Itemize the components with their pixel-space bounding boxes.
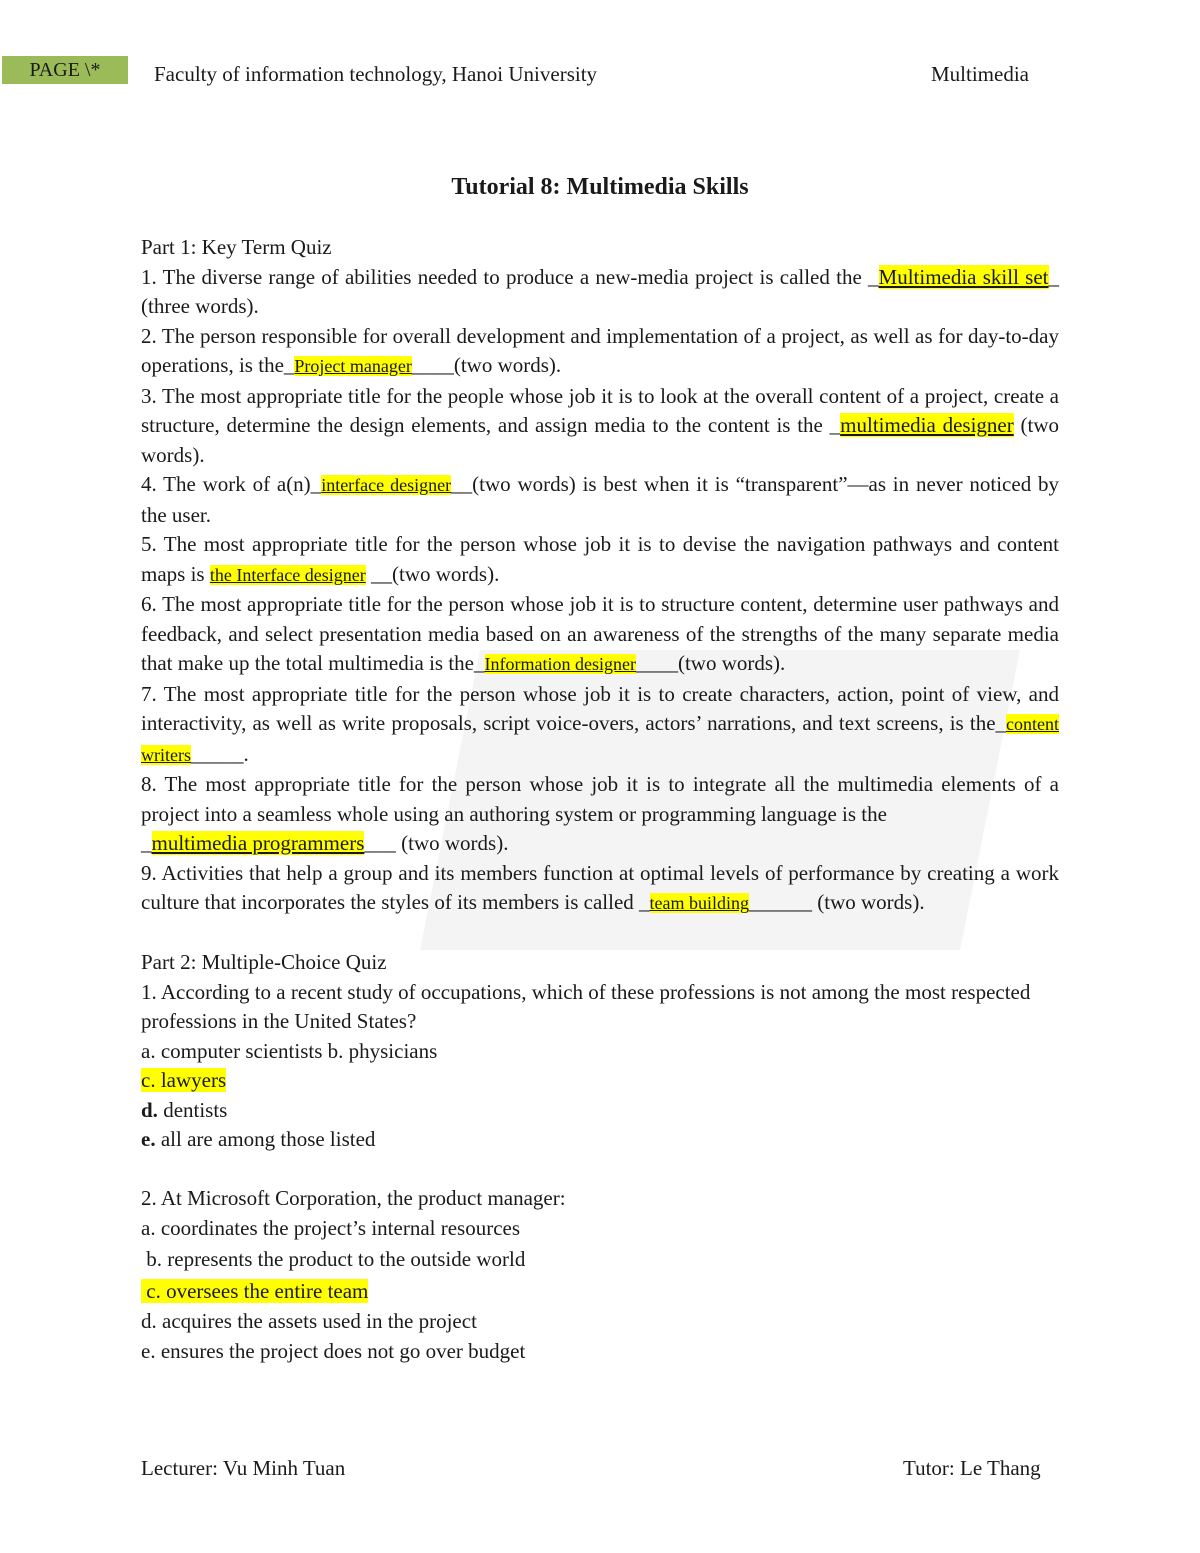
question-suffix: __(two words) is best when it is “transparent”—as in never noticed by the user. xyxy=(141,472,1059,527)
answer-highlight: Information designer xyxy=(484,654,636,674)
part1-question-5 xyxy=(141,530,1059,590)
answer-highlight: multimedia designer xyxy=(840,413,1014,437)
option-c-answer xyxy=(141,1066,1059,1096)
part1-question-6 xyxy=(141,590,1059,680)
answer-highlight: the Interface designer xyxy=(209,564,366,585)
part1-question-8: 8. The most appropriate title for the person whose job it is to integrate all the multimedia elements of a project into a seamless whole using an authoring system or programming language is the xyxy=(141,772,1059,826)
question-text: 2. The person responsible for overall development and implementation of a project, as well as for day-to-day operations, is the_ xyxy=(141,323,1059,377)
option-a: a. coordinates the project’s internal resources xyxy=(141,1215,521,1240)
question-suffix: __(two words). xyxy=(365,561,500,586)
answer-highlight: Multimedia skill set xyxy=(878,264,1049,289)
part2-heading: Part 2: Multiple-Choice Quiz xyxy=(141,950,387,974)
part2-question-1: 1. According to a recent study of occupations, which of these professions is not among the most respected professions in the United States? xyxy=(141,979,1031,1033)
page-title: Tutorial 8: Multimedia Skills xyxy=(451,174,749,200)
question-suffix: (two words). xyxy=(141,413,1059,467)
option-e: e. ensures the project does not go over budget xyxy=(141,1338,526,1363)
question-text: 9. Activities that help a group and its members function at optimal levels of performance by creating a work culture that incorporates the styles of its members is called _ xyxy=(141,860,1059,914)
spacer xyxy=(141,1155,1059,1185)
option-text: dentists xyxy=(157,1097,228,1122)
option-b: b. represents the product to the outside world xyxy=(141,1247,526,1271)
question-suffix: _____. xyxy=(190,741,249,766)
header-course: Multimedia xyxy=(931,62,1029,86)
option-d xyxy=(141,1096,1059,1126)
question-text: _ xyxy=(141,831,152,855)
question-text: 3. The most appropriate title for the people whose job it is to look at the overall content of a project, create a structure, determine the design elements, and assign media to the content is the _ xyxy=(141,383,1059,437)
question-suffix: ___ (two words). xyxy=(364,831,509,855)
document-body xyxy=(141,233,1059,1366)
question-text: 4. The work of a(n)_ xyxy=(141,472,322,496)
question-text: 1. The diverse range of abilities needed to produce a new-media project is called the _ xyxy=(141,264,879,289)
part1-question-1 xyxy=(141,263,1059,322)
answer-highlight: team building xyxy=(649,893,750,913)
question-text: 5. The most appropriate title for the person whose job it is to devise the navigation pathways and content maps is xyxy=(141,532,1059,586)
answer-highlight: c. lawyers xyxy=(141,1068,227,1092)
question-text: 7. The most appropriate title for the person whose job it is to create characters, action, point of view, and interactivity, as well as write proposals, script voice-overs, actors’ narrations, and text screens, is the_ xyxy=(141,681,1059,735)
option-c-answer xyxy=(141,1277,1059,1307)
part1-question-9 xyxy=(141,859,1059,919)
option-letter: d. xyxy=(141,1097,158,1122)
footer-lecturer: Lecturer: Vu Minh Tuan xyxy=(141,1456,346,1480)
question-text: 6. The most appropriate title for the person whose job it is to structure content, determine user pathways and feedback, and select presentation media based on an awareness of the strengths of the many separate media that make up the total multimedia is the_ xyxy=(141,592,1059,675)
part1-question-7 xyxy=(141,680,1059,771)
answer-highlight: Project manager xyxy=(294,356,412,376)
option-d: d. acquires the assets used in the project xyxy=(141,1309,477,1333)
answer-highlight: multimedia programmers xyxy=(151,831,365,855)
part2-question-2: 2. At Microsoft Corporation, the product manager: xyxy=(141,1186,566,1210)
spacer xyxy=(141,919,1059,949)
answer-highlight: content writers xyxy=(141,714,1059,765)
question-suffix: ____(two words). xyxy=(635,651,786,675)
option-a-b: a. computer scientists b. physicians xyxy=(141,1038,438,1063)
question-suffix: ____(two words). xyxy=(411,353,562,377)
page-number-field: PAGE \* xyxy=(2,56,128,84)
part1-question-3 xyxy=(141,382,1059,471)
answer-highlight: interface designer xyxy=(321,475,452,495)
question-suffix: ______ (two words). xyxy=(749,890,925,914)
part1-heading: Part 1: Key Term Quiz xyxy=(141,235,332,259)
option-e xyxy=(141,1125,1059,1155)
part1-question-2 xyxy=(141,322,1059,382)
question-suffix: _ (three words). xyxy=(141,264,1059,318)
header-faculty: Faculty of information technology, Hanoi University xyxy=(154,62,598,86)
option-text: all are among those listed xyxy=(155,1127,376,1151)
option-letter: e. xyxy=(141,1127,156,1151)
part1-question-4 xyxy=(141,470,1059,530)
part1-question-8-answer-line xyxy=(141,829,1059,859)
answer-highlight: c. oversees the entire team xyxy=(141,1278,369,1303)
footer-tutor: Tutor: Le Thang xyxy=(903,1456,1041,1480)
